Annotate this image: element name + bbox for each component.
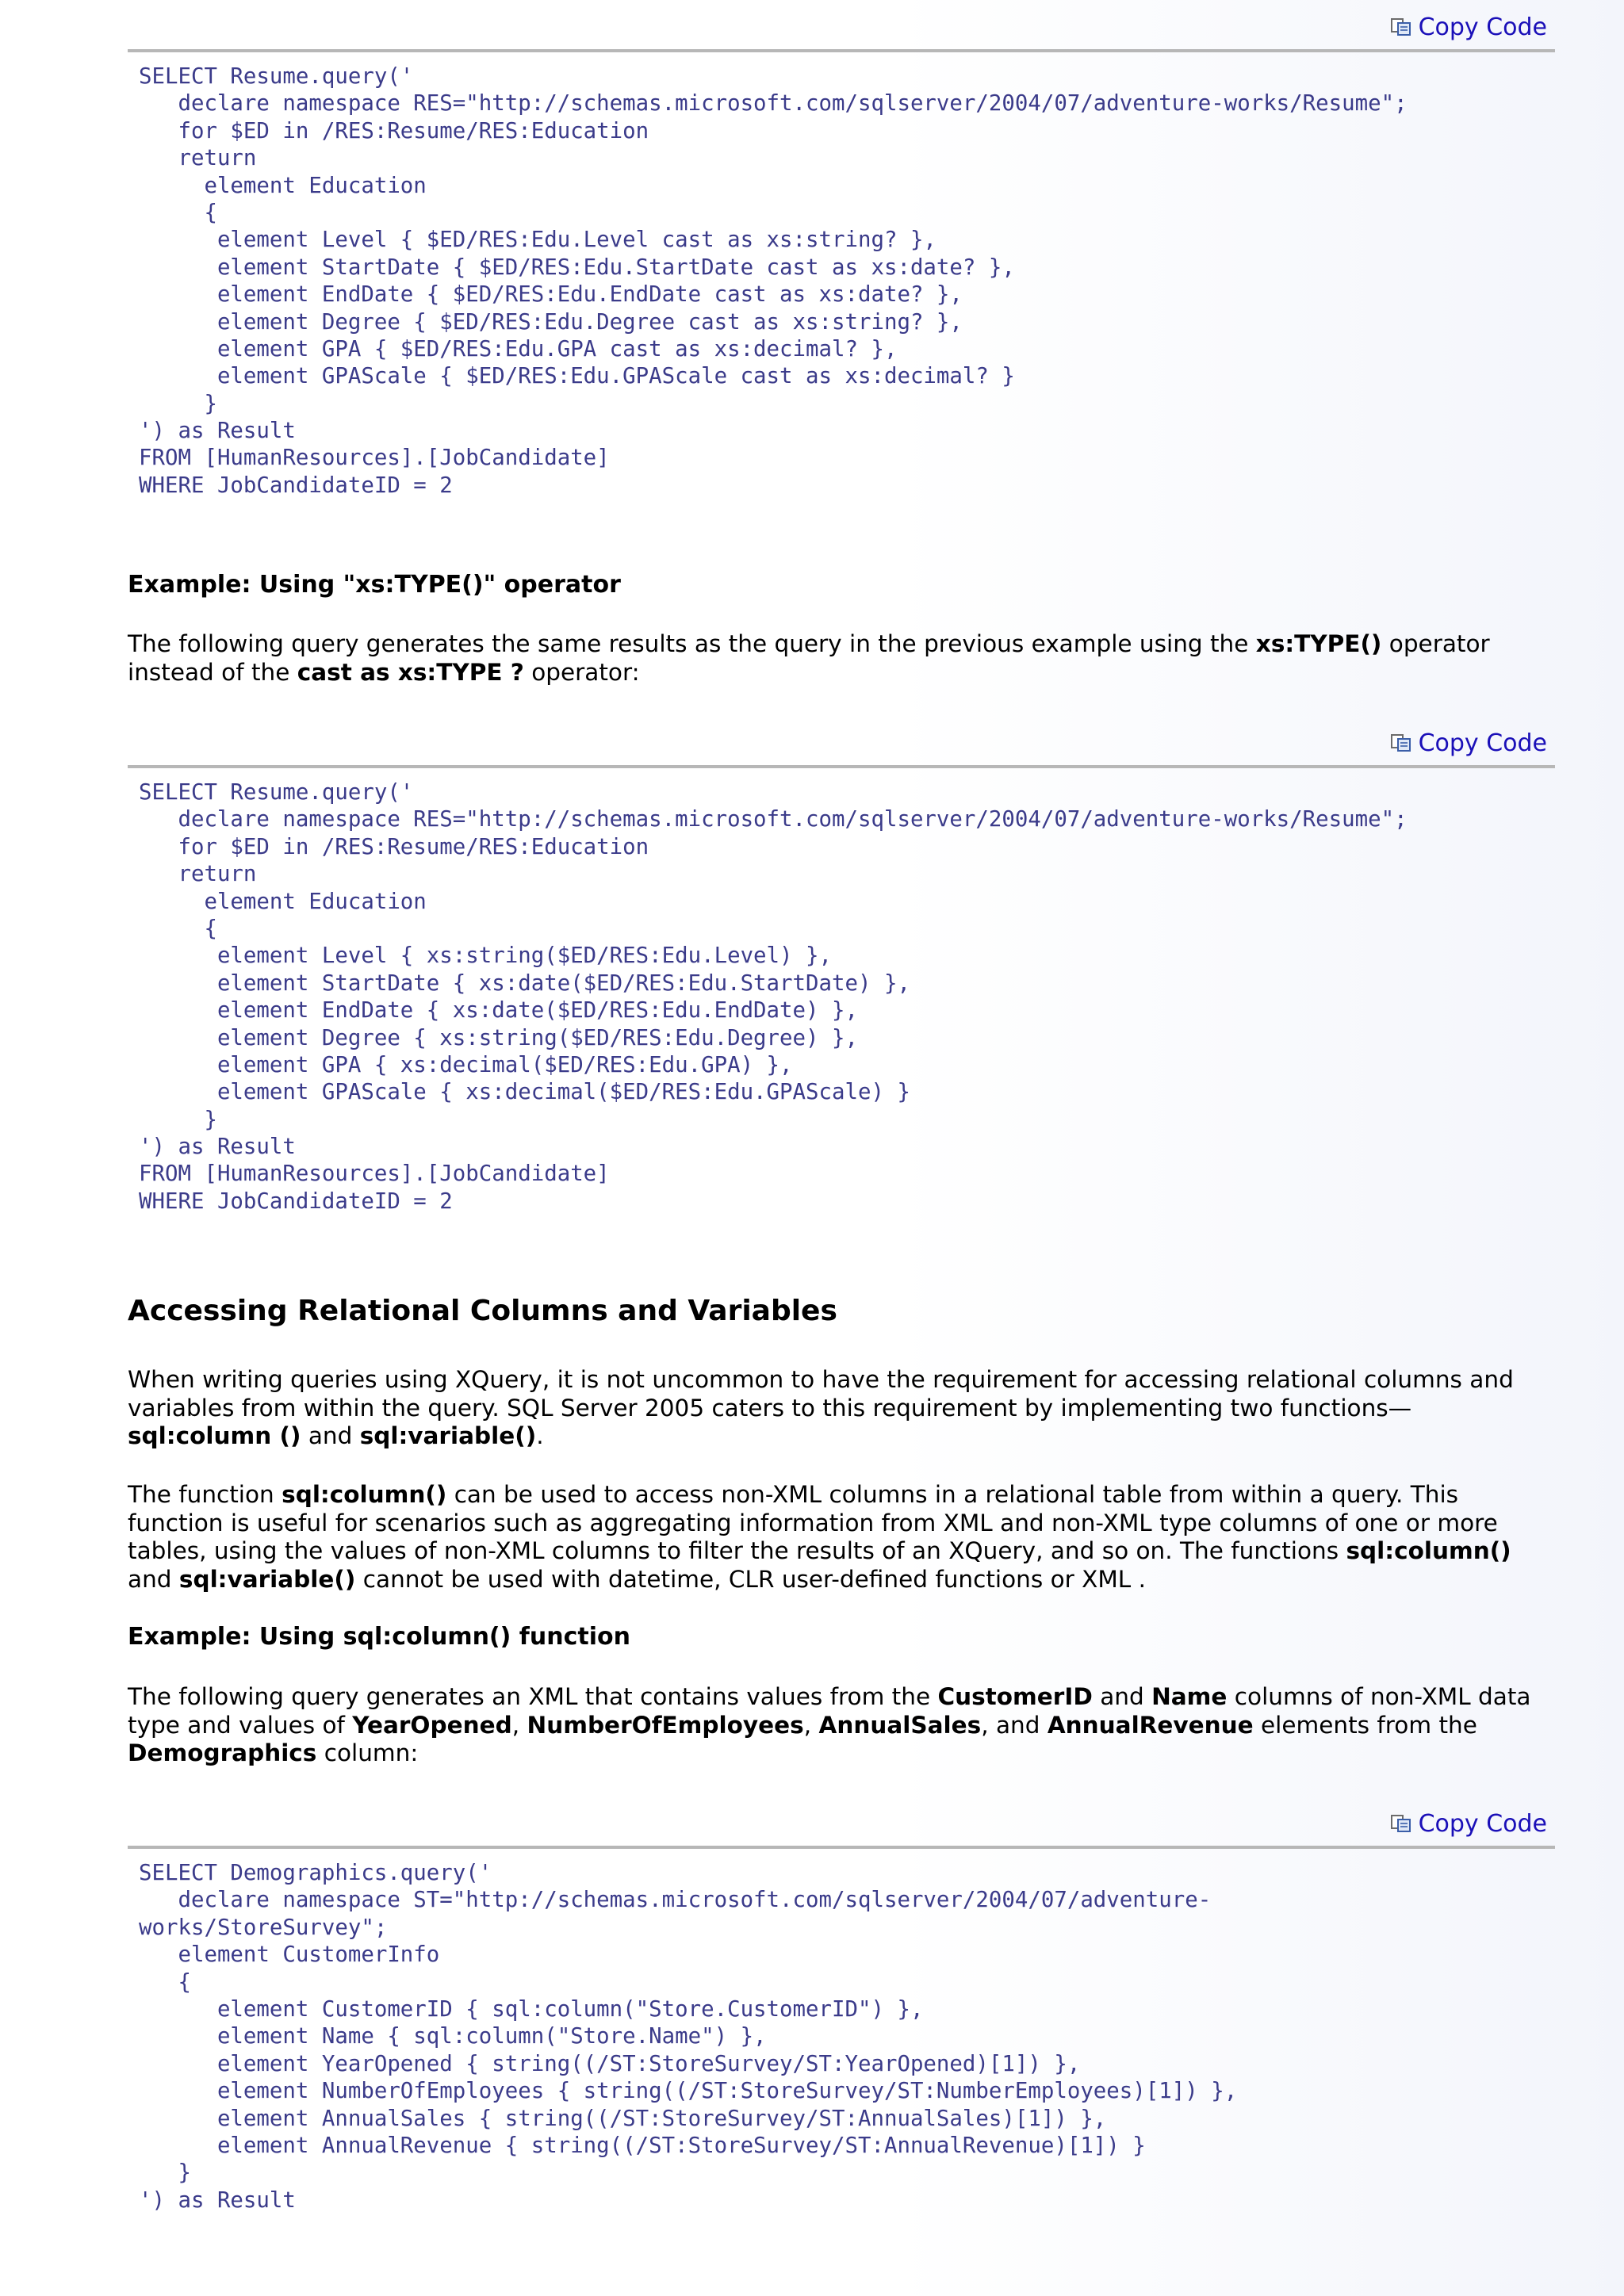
code-line: return: [139, 146, 257, 171]
code-line: SELECT Resume.query(': [139, 780, 414, 805]
code-block-1-divider: [128, 49, 1555, 52]
code-block-3-toolbar: [128, 1797, 1555, 1838]
copy-code-label: Copy Code: [1418, 1809, 1547, 1838]
code-line: }: [139, 391, 217, 416]
code-line: element StartDate { $ED/RES:Edu.StartDate cast as xs:date? },: [139, 254, 1015, 280]
example-heading-xs-type: Example: Using "xs:TYPE()" operator: [128, 571, 621, 599]
code-block-3: [139, 1860, 1237, 2214]
copy-icon: [1390, 733, 1412, 752]
copy-code-label: Copy Code: [1418, 13, 1547, 41]
code-block-2: [139, 779, 1408, 1215]
code-line: {: [139, 200, 217, 225]
code-line: for $ED in /RES:Resume/RES:Education: [139, 834, 649, 859]
code-block-3-divider: [128, 1846, 1555, 1849]
copy-code-button-3[interactable]: [1390, 1809, 1547, 1838]
section-paragraph-1: When writing queries using XQuery, it is not uncommon to have the requirement for accessing relational columns and variables from within the query. SQL Server 2005 caters to this requirement by implementing two functions—sql:column () and sql:variable().: [128, 1366, 1514, 1449]
code-line: element CustomerID { sql:column("Store.CustomerID") },: [139, 1996, 924, 2022]
code-line: SELECT Resume.query(': [139, 64, 414, 89]
copy-code-button-2[interactable]: [1390, 729, 1547, 757]
code-line: declare namespace ST="http://schemas.microsoft.com/sqlserver/2004/07/adventure-: [139, 1888, 1212, 1913]
code-line: SELECT Demographics.query(': [139, 1861, 492, 1885]
code-line: FROM [HumanResources].[JobCandidate]: [139, 1161, 610, 1187]
copy-icon: [1390, 17, 1412, 36]
code-line: WHERE JobCandidateID = 2: [139, 1188, 453, 1214]
code-line: for $ED in /RES:Resume/RES:Education: [139, 118, 649, 144]
code-line: WHERE JobCandidateID = 2: [139, 473, 453, 498]
code-line: element CustomerInfo: [139, 1942, 440, 1968]
code-line: }: [139, 1107, 217, 1132]
code-line: element YearOpened { string((/ST:StoreSurvey/ST:YearOpened)[1]) },: [139, 2051, 1081, 2076]
code-line: element Level { xs:string($ED/RES:Edu.Level) },: [139, 943, 832, 969]
code-line: element Education: [139, 173, 427, 198]
code-line: element AnnualRevenue { string((/ST:StoreSurvey/ST:AnnualRevenue)[1]) }: [139, 2133, 1146, 2158]
code-line: element Degree { xs:string($ED/RES:Edu.Degree) },: [139, 1025, 858, 1050]
example-heading-sql-column: Example: Using sql:column() function: [128, 1623, 630, 1651]
code-block-1: [139, 63, 1408, 499]
code-line: element GPA { xs:decimal($ED/RES:Edu.GPA) },: [139, 1052, 793, 1077]
code-line: element Level { $ED/RES:Edu.Level cast as xs:string? },: [139, 228, 936, 253]
code-block-1-toolbar: [128, 0, 1555, 41]
code-line: element StartDate { xs:date($ED/RES:Edu.StartDate) },: [139, 970, 910, 996]
copy-icon: [1390, 1814, 1412, 1833]
code-line: ') as Result: [139, 419, 296, 444]
code-line: element AnnualSales { string((/ST:StoreSurvey/ST:AnnualSales)[1]) },: [139, 2106, 1107, 2131]
code-line: element GPA { $ED/RES:Edu.GPA cast as xs:decimal? },: [139, 336, 898, 362]
code-line: {: [139, 916, 217, 941]
copy-code-button-1[interactable]: [1390, 13, 1547, 41]
code-line: element Name { sql:column("Store.Name") },: [139, 2024, 767, 2049]
code-line: element GPAScale { $ED/RES:Edu.GPAScale cast as xs:decimal? }: [139, 364, 1015, 389]
code-line: element NumberOfEmployees { string((/ST:StoreSurvey/ST:NumberEmployees)[1]) },: [139, 2079, 1238, 2104]
code-line: ') as Result: [139, 2187, 296, 2213]
code-line: element EndDate { xs:date($ED/RES:Edu.EndDate) },: [139, 998, 858, 1024]
code-line: element Education: [139, 889, 427, 914]
code-line: FROM [HumanResources].[JobCandidate]: [139, 446, 610, 471]
code-line: {: [139, 1969, 191, 1995]
code-block-2-divider: [128, 765, 1555, 768]
section-heading: Accessing Relational Columns and Variables: [128, 1295, 837, 1327]
section-paragraph-2: The function sql:column() can be used to access non-XML columns in a relational table from within a query. This function is useful for scenarios such as aggregating information from XML and non-XML type columns of one or more tables, using the values of non-XML columns to filter the results of an XQuery, and so on. The functions sql:column() and sql:variable() cannot be used with datetime, CLR user-defined functions or XML .: [128, 1481, 1511, 1593]
code-line: element EndDate { $ED/RES:Edu.EndDate cast as xs:date? },: [139, 282, 963, 308]
example-sql-column-description: The following query generates an XML that contains values from the CustomerID and Name columns of non-XML data type and values of YearOpened, NumberOfEmployees, AnnualSales, and AnnualRevenue elements from the Demographics column:: [128, 1683, 1531, 1766]
code-line: element GPAScale { xs:decimal($ED/RES:Edu.GPAScale) }: [139, 1080, 910, 1105]
code-line: works/StoreSurvey";: [139, 1915, 388, 1940]
copy-code-label: Copy Code: [1418, 729, 1547, 757]
code-line: declare namespace RES="http://schemas.microsoft.com/sqlserver/2004/07/adventure-works/Resume";: [139, 807, 1408, 832]
code-line: return: [139, 862, 257, 887]
example-xs-type-description: The following query generates the same results as the query in the previous example using the xs:TYPE() operator instead of the cast as xs:TYPE ? operator:: [128, 630, 1490, 686]
code-block-2-toolbar: [128, 716, 1555, 757]
code-line: element Degree { $ED/RES:Edu.Degree cast as xs:string? },: [139, 309, 963, 335]
code-line: ') as Result: [139, 1135, 296, 1160]
code-line: declare namespace RES="http://schemas.microsoft.com/sqlserver/2004/07/adventure-works/Resume";: [139, 91, 1408, 117]
code-line: }: [139, 2160, 191, 2186]
